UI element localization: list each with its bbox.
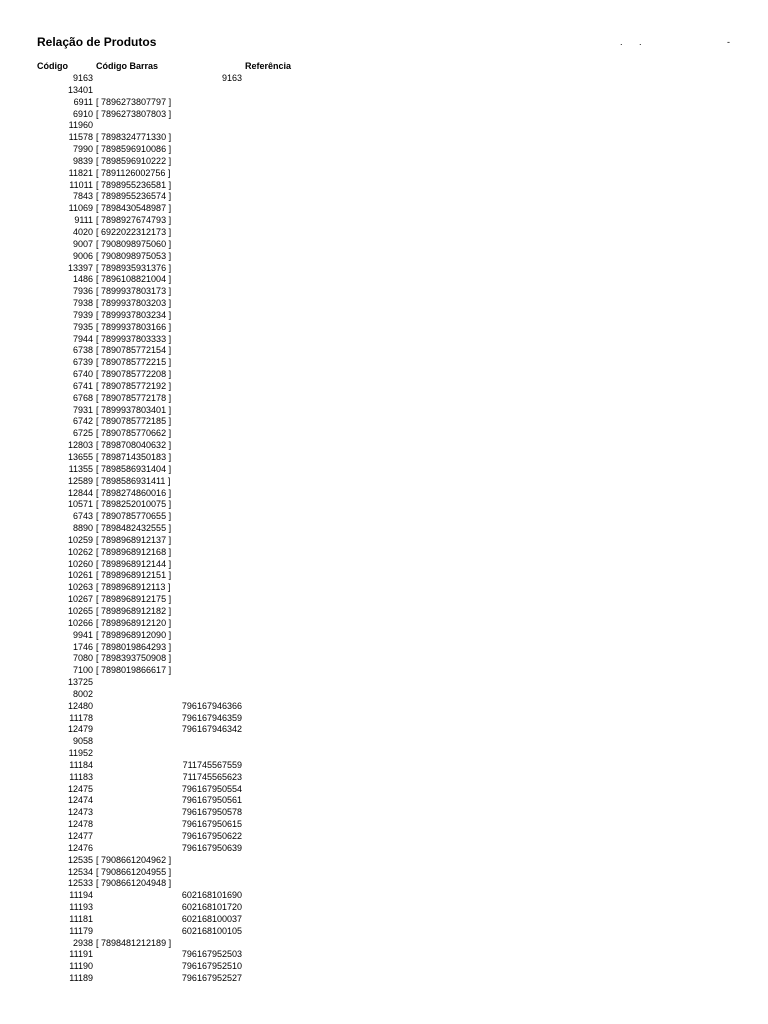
product-code: 7990 [72, 144, 93, 155]
product-row [0, 724, 768, 736]
product-code: 10265 [67, 605, 93, 616]
product-code: 6738 [72, 345, 93, 356]
product-reference: 602168101720 [181, 902, 242, 913]
product-code: 12478 [67, 819, 93, 830]
product-code: 7936 [72, 286, 93, 297]
product-barcode: [ 7899937803166 ] [96, 321, 172, 332]
product-code: 6768 [72, 392, 93, 403]
product-code: 10262 [67, 546, 93, 557]
product-row [0, 961, 768, 973]
product-code: 12535 [67, 854, 93, 865]
product-code: 11190 [69, 961, 93, 972]
product-row [0, 452, 768, 464]
product-barcode: [ 7898481212189 ] [96, 937, 172, 948]
product-code: 11578 [68, 132, 93, 143]
product-barcode: [ 7898482432555 ] [96, 523, 172, 534]
product-code: 11184 [69, 759, 93, 770]
product-row [0, 630, 768, 642]
header-mark: . [620, 37, 623, 47]
product-code: 10267 [67, 594, 93, 605]
column-header-barcode: Código Barras [96, 61, 159, 71]
product-barcode: [ 7898968912168 ] [96, 546, 172, 557]
product-row [0, 902, 768, 914]
product-row [0, 843, 768, 855]
product-code: 4020 [72, 226, 93, 237]
product-barcode: [ 7898274860016 ] [96, 487, 172, 498]
product-row [0, 949, 768, 961]
product-code: 7939 [72, 309, 93, 320]
product-row [0, 369, 768, 381]
product-code: 11183 [69, 771, 93, 782]
product-barcode: [ 7908661204955 ] [96, 866, 172, 877]
product-code: 9058 [72, 736, 93, 747]
product-code: 13655 [67, 452, 93, 462]
product-code: 13401 [67, 84, 93, 95]
product-barcode: [ 7898968912144 ] [96, 558, 172, 569]
product-code: 11952 [68, 748, 93, 759]
product-code: 11194 [69, 890, 93, 901]
product-row [0, 535, 768, 547]
product-row [0, 120, 768, 132]
product-code: 11179 [69, 925, 93, 936]
product-barcode: [ 7899937803401 ] [96, 404, 172, 415]
product-row [0, 286, 768, 298]
product-barcode: [ 7896273807797 ] [96, 96, 172, 107]
product-code: 6910 [72, 108, 93, 119]
product-code: 11011 [69, 179, 93, 190]
product-code: 6741 [72, 380, 93, 391]
product-code: 6743 [72, 511, 93, 522]
product-barcode: [ 7908098975060 ] [96, 238, 172, 249]
product-barcode: [ 7898586931404 ] [96, 463, 172, 474]
product-row [0, 736, 768, 748]
product-row [0, 322, 768, 334]
product-code: 6739 [72, 357, 93, 368]
product-code: 11178 [69, 712, 93, 723]
product-code: 7080 [72, 653, 93, 664]
column-header-code: Código [37, 61, 68, 71]
product-code: 2938 [72, 937, 93, 948]
column-header-reference: Referência [245, 61, 292, 71]
product-row [0, 381, 768, 393]
product-reference: 602168101690 [181, 890, 242, 901]
product-code: 9163 [72, 73, 93, 83]
product-code: 11821 [68, 167, 93, 178]
product-barcode: [ 7899937803234 ] [96, 309, 172, 320]
product-code: 7938 [72, 298, 93, 309]
product-barcode: [ 7898708040632 ] [96, 440, 172, 451]
product-row [0, 203, 768, 215]
product-row [0, 85, 768, 97]
header-mark: . [639, 37, 642, 47]
product-row [0, 890, 768, 902]
product-row [0, 251, 768, 263]
product-code: 6725 [72, 428, 93, 439]
product-barcode: [ 7890785772215 ] [96, 357, 172, 368]
product-reference: 796167950561 [181, 795, 242, 806]
product-barcode: [ 7890785772208 ] [96, 369, 172, 380]
product-row [0, 547, 768, 559]
product-row [0, 618, 768, 630]
product-barcode: [ 7890785772192 ] [96, 380, 172, 391]
product-reference: 796167952510 [181, 961, 242, 972]
product-barcode: [ 7898019864293 ] [96, 641, 172, 652]
product-row [0, 227, 768, 239]
product-barcode: [ 7898019866617 ] [96, 665, 172, 676]
product-code: 12844 [67, 487, 93, 498]
product-reference: 796167946366 [181, 700, 242, 711]
product-row [0, 488, 768, 500]
product-row [0, 109, 768, 121]
product-code: 7843 [72, 191, 93, 202]
product-row [0, 772, 768, 784]
product-barcode: [ 7898324771330 ] [96, 132, 172, 143]
product-row [0, 689, 768, 701]
product-code: 13397 [67, 262, 93, 273]
product-barcode: [ 7890785770655 ] [96, 511, 172, 522]
product-row [0, 926, 768, 938]
product-row [0, 191, 768, 203]
product-row [0, 819, 768, 831]
product-code: 7944 [72, 333, 93, 344]
product-barcode: [ 7908098975053 ] [96, 250, 172, 261]
product-code: 6740 [72, 369, 93, 380]
product-code: 1746 [72, 641, 93, 652]
product-barcode: [ 7898252010075 ] [96, 499, 172, 510]
product-row [0, 938, 768, 950]
product-barcode: [ 7898586931411 ] [96, 475, 171, 486]
product-row [0, 795, 768, 807]
product-row [0, 132, 768, 144]
product-row [0, 464, 768, 476]
product-reference: 796167952503 [181, 949, 242, 960]
product-code: 7935 [72, 321, 93, 332]
product-row [0, 523, 768, 535]
product-code: 8890 [72, 523, 93, 534]
product-code: 11069 [68, 203, 93, 214]
product-code: 12473 [67, 807, 93, 818]
product-code: 6911 [73, 96, 93, 107]
product-code: 9007 [72, 238, 93, 249]
product-code: 12477 [67, 831, 93, 841]
product-code: 9006 [72, 250, 93, 261]
product-code: 1486 [72, 274, 93, 285]
product-row [0, 345, 768, 357]
product-row [0, 476, 768, 488]
product-row [0, 511, 768, 523]
product-row [0, 405, 768, 417]
product-barcode: [ 7899937803333 ] [96, 333, 172, 344]
product-barcode: [ 7896273807803 ] [96, 108, 172, 119]
product-barcode: [ 6922022312173 ] [96, 226, 172, 237]
product-code: 12589 [67, 475, 93, 486]
report-title: Relação de Produtos [37, 35, 157, 49]
product-code: 10571 [67, 499, 93, 510]
product-code: 11193 [69, 902, 93, 913]
product-reference: 796167946359 [181, 712, 242, 723]
product-code: 9111 [74, 215, 93, 226]
product-row [0, 807, 768, 819]
product-reference: 711745565623 [182, 771, 242, 782]
product-row [0, 239, 768, 251]
product-barcode: [ 7898714350183 ] [96, 452, 172, 462]
product-barcode: [ 7898968912175 ] [96, 594, 172, 605]
product-code: 13725 [67, 677, 93, 688]
product-barcode: [ 7898955236581 ] [96, 179, 172, 190]
product-row [0, 440, 768, 452]
product-barcode: [ 7898927674793 ] [96, 215, 172, 226]
header-mark: - [727, 37, 730, 47]
product-code: 12474 [67, 795, 93, 806]
product-barcode: [ 7898968912120 ] [96, 617, 172, 628]
product-row [0, 594, 768, 606]
product-code: 10260 [67, 558, 93, 569]
product-code: 11189 [69, 973, 93, 984]
product-row [0, 357, 768, 369]
product-code: 9839 [72, 155, 93, 166]
product-list [0, 73, 768, 985]
product-code: 11960 [68, 120, 93, 131]
product-row [0, 156, 768, 168]
product-code: 9941 [72, 629, 93, 640]
product-row [0, 73, 768, 85]
product-row [0, 97, 768, 109]
product-row [0, 168, 768, 180]
product-reference: 602168100037 [181, 913, 242, 924]
product-barcode: [ 7898393750908 ] [96, 653, 172, 664]
product-row [0, 642, 768, 654]
product-row [0, 855, 768, 867]
product-reference: 796167950639 [181, 842, 242, 853]
product-barcode: [ 7898968912090 ] [96, 629, 172, 640]
product-code: 10266 [67, 617, 93, 628]
product-row [0, 677, 768, 689]
product-code: 10259 [67, 534, 93, 545]
product-code: 7931 [72, 404, 93, 415]
product-row [0, 867, 768, 879]
product-code: 12480 [67, 700, 93, 711]
product-reference: 796167950554 [181, 783, 242, 794]
product-row [0, 144, 768, 156]
product-code: 10263 [67, 582, 93, 593]
product-row [0, 748, 768, 760]
product-row [0, 784, 768, 796]
product-code: 12476 [67, 842, 93, 853]
product-reference: 796167952527 [181, 973, 242, 984]
product-barcode: [ 7898968912182 ] [96, 605, 172, 616]
product-row [0, 914, 768, 926]
product-barcode: [ 7908661204948 ] [96, 878, 172, 889]
product-row [0, 416, 768, 428]
product-row [0, 973, 768, 985]
product-code: 12475 [67, 783, 93, 794]
product-reference: 9163 [221, 73, 242, 83]
product-reference: 796167950622 [181, 831, 242, 841]
product-barcode: [ 7898596910222 ] [96, 155, 172, 166]
product-reference: 711745567559 [182, 759, 242, 770]
product-code: 12479 [67, 724, 93, 735]
product-row [0, 428, 768, 440]
product-reference: 602168100105 [181, 925, 242, 936]
product-row [0, 760, 768, 772]
product-row [0, 180, 768, 192]
product-row [0, 831, 768, 843]
product-row [0, 274, 768, 286]
product-row [0, 334, 768, 346]
product-barcode: [ 7899937803203 ] [96, 298, 172, 309]
product-barcode: [ 7896108821004 ] [96, 274, 172, 285]
product-row [0, 215, 768, 227]
product-reference: 796167946342 [181, 724, 242, 735]
product-row [0, 298, 768, 310]
product-code: 11181 [69, 913, 93, 924]
product-barcode: [ 7890785772154 ] [96, 345, 172, 356]
product-row [0, 499, 768, 511]
product-barcode: [ 7891126002756 ] [96, 167, 171, 178]
product-code: 10261 [67, 570, 93, 581]
product-code: 6742 [72, 416, 93, 427]
product-row [0, 606, 768, 618]
product-code: 12803 [67, 440, 93, 451]
product-barcode: [ 7898596910086 ] [96, 144, 172, 155]
product-row [0, 582, 768, 594]
product-code: 7100 [72, 665, 93, 676]
product-barcode: [ 7890785772178 ] [96, 392, 172, 403]
product-row [0, 665, 768, 677]
product-row [0, 653, 768, 665]
product-reference: 796167950615 [181, 819, 242, 830]
product-code: 12533 [67, 878, 93, 889]
product-barcode: [ 7890785772185 ] [96, 416, 172, 427]
product-barcode: [ 7898968912113 ] [96, 582, 171, 593]
product-reference: 796167950578 [181, 807, 242, 818]
product-barcode: [ 7908661204962 ] [96, 854, 172, 865]
product-row [0, 263, 768, 275]
product-code: 8002 [72, 688, 93, 699]
product-row [0, 878, 768, 890]
product-row [0, 393, 768, 405]
product-row [0, 713, 768, 725]
product-row [0, 559, 768, 571]
product-barcode: [ 7898935931376 ] [96, 262, 172, 273]
product-barcode: [ 7890785770662 ] [96, 428, 172, 439]
product-barcode: [ 7898955236574 ] [96, 191, 172, 202]
product-barcode: [ 7899937803173 ] [96, 286, 172, 297]
product-barcode: [ 7898968912137 ] [96, 534, 172, 545]
product-code: 11355 [68, 463, 93, 474]
product-code: 11191 [69, 949, 93, 960]
product-row [0, 570, 768, 582]
product-code: 12534 [67, 866, 93, 877]
product-row [0, 701, 768, 713]
product-row [0, 310, 768, 322]
product-barcode: [ 7898968912151 ] [96, 570, 172, 581]
product-barcode: [ 7898430548987 ] [96, 203, 172, 214]
